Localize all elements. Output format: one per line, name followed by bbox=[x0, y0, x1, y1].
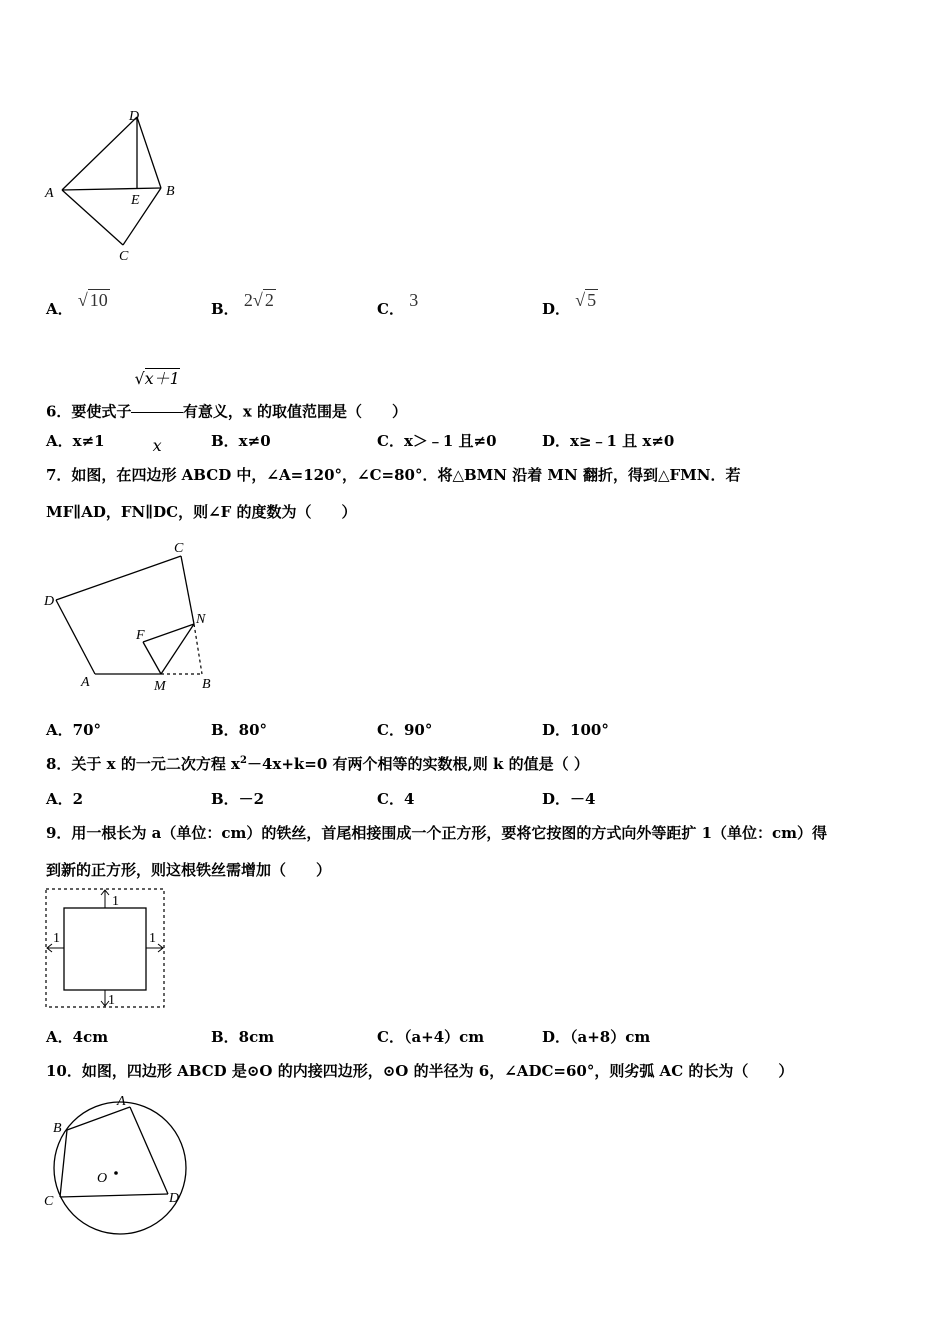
q10-label-O: O bbox=[97, 1171, 108, 1186]
q8-option-d[interactable]: D．－4 bbox=[542, 790, 596, 808]
q10-stem: 10．如图，四边形 ABCD 是⊙O 的内接四边形，⊙O 的半径为 6，∠ADC=60°，则劣弧 AC 的长为（ ） bbox=[46, 1062, 794, 1080]
q8-option-c[interactable]: C．4 bbox=[377, 790, 415, 808]
q8-superscript: 2 bbox=[240, 755, 247, 766]
q5-label-E: E bbox=[131, 193, 140, 208]
q5-option-a-value: √ 10 bbox=[77, 290, 108, 310]
q7-stem-line2: MF∥AD，FN∥DC，则∠F 的度数为（ ） bbox=[46, 503, 357, 521]
q7-label-B: B bbox=[202, 677, 211, 692]
q10-label-D: D bbox=[169, 1191, 180, 1206]
q10-figure bbox=[40, 1090, 200, 1240]
q5-segment-AB bbox=[62, 188, 161, 190]
q6-stem bbox=[46, 346, 407, 479]
q6-numerator: x＋1 bbox=[144, 369, 180, 388]
q6-option-d[interactable]: D．x≥﹣1 且 x≠0 bbox=[542, 432, 675, 450]
q5-option-b-letter: B． bbox=[211, 300, 239, 318]
q7-option-b[interactable]: B．80° bbox=[211, 721, 268, 739]
q6-suffix: 有意义，x 的取值范围是（ ） bbox=[182, 402, 408, 421]
q9-label-bottom: 1 bbox=[108, 993, 115, 1008]
q8-option-b[interactable]: B．－2 bbox=[211, 790, 265, 808]
q7-option-d[interactable]: D．100° bbox=[542, 721, 609, 739]
q10-center-dot bbox=[114, 1171, 118, 1175]
q9-inner-square bbox=[64, 908, 146, 990]
q10-label-B: B bbox=[53, 1121, 62, 1136]
q7-segment-FM bbox=[143, 642, 161, 674]
q5-option-b[interactable] bbox=[211, 290, 276, 319]
q7-option-a[interactable]: A．70° bbox=[46, 721, 102, 739]
q6-fraction: $\frac{√x+1}{x}$ bbox=[131, 346, 182, 479]
q9-figure bbox=[40, 882, 172, 1012]
q10-segment-CD bbox=[60, 1194, 168, 1197]
q7-option-c[interactable]: C．90° bbox=[377, 721, 433, 739]
q7-segment-MN bbox=[161, 624, 194, 674]
q9-option-c[interactable]: C．（a+4）cm bbox=[377, 1028, 485, 1046]
q10-segment-BC bbox=[60, 1130, 67, 1197]
q6-option-a[interactable]: A．x≠1 bbox=[46, 432, 105, 450]
q7-label-M: M bbox=[154, 679, 166, 694]
q5-option-a-letter: A． bbox=[46, 300, 73, 318]
q10-segment-AD bbox=[130, 1107, 168, 1194]
q10-circle bbox=[54, 1102, 186, 1234]
q5-option-d-letter: D． bbox=[542, 300, 571, 318]
q7-segment-FN bbox=[143, 624, 194, 642]
q5-option-d-value: √ 5 bbox=[575, 290, 597, 310]
q7-stem-line1: 7．如图，在四边形 ABCD 中，∠A=120°，∠C=80°．将△BMN 沿着 MN 翻折，得到△FMN．若 bbox=[46, 466, 741, 484]
q8-stem: 8．关于 x 的一元二次方程 $x^2-4x+k=0$ 有两个相等的实数根,则 k 的值是（ ） bbox=[46, 755, 589, 773]
q10-label-A: A bbox=[117, 1094, 126, 1109]
q7-figure bbox=[40, 538, 230, 698]
q9-option-b[interactable]: B．8cm bbox=[211, 1028, 275, 1046]
q5-option-c-letter: C． bbox=[377, 300, 404, 318]
q7-label-C: C bbox=[174, 541, 184, 556]
q6-option-b[interactable]: B．x≠0 bbox=[211, 432, 271, 450]
q5-label-C: C bbox=[119, 249, 129, 264]
q8-option-a[interactable]: A．2 bbox=[46, 790, 84, 808]
q5-label-A: A bbox=[45, 186, 54, 201]
q5-option-c[interactable] bbox=[377, 290, 419, 319]
q6-option-c[interactable]: C．x＞﹣1 且≠0 bbox=[377, 432, 497, 450]
q5-label-D: D bbox=[129, 109, 140, 124]
q10-label-C: C bbox=[44, 1194, 54, 1209]
q7-label-A: A bbox=[81, 675, 90, 690]
q5-segment-AD bbox=[62, 117, 137, 190]
q5-figure bbox=[40, 100, 200, 270]
q5-option-c-value: 3 bbox=[409, 290, 419, 310]
q7-label-N: N bbox=[196, 612, 206, 627]
q9-label-left: 1 bbox=[53, 931, 60, 946]
q9-stem-line1: 9．用一根长为 a（单位：cm）的铁丝，首尾相接围成一个正方形，要将它按图的方式向外等距扩 1（单位：cm）得 bbox=[46, 824, 828, 842]
q9-option-d[interactable]: D．（a+8）cm bbox=[542, 1028, 651, 1046]
q5-segment-DB bbox=[137, 117, 161, 188]
q9-label-right: 1 bbox=[149, 931, 156, 946]
q7-label-F: F bbox=[136, 628, 145, 643]
q5-segment-CB bbox=[123, 188, 161, 245]
q5-option-a[interactable] bbox=[46, 290, 110, 319]
q7-segment-NB-dashed bbox=[194, 624, 202, 674]
q5-option-d[interactable] bbox=[542, 290, 598, 319]
q7-segment-DA bbox=[56, 600, 95, 674]
q5-label-B: B bbox=[166, 184, 175, 199]
q6-prefix: 6．要使式子 bbox=[46, 402, 132, 421]
q7-segment-DC bbox=[56, 556, 181, 600]
q9-option-a[interactable]: A．4cm bbox=[46, 1028, 109, 1046]
q5-option-b-value: 2√ 2 bbox=[243, 290, 274, 310]
q9-stem-line2: 到新的正方形，则这根铁丝需增加（ ） bbox=[46, 861, 332, 879]
q6-denominator: x bbox=[152, 436, 162, 455]
q9-label-top: 1 bbox=[112, 894, 119, 909]
q7-segment-CN bbox=[181, 556, 194, 624]
q7-label-D: D bbox=[44, 594, 55, 609]
q5-segment-AC bbox=[62, 190, 123, 245]
